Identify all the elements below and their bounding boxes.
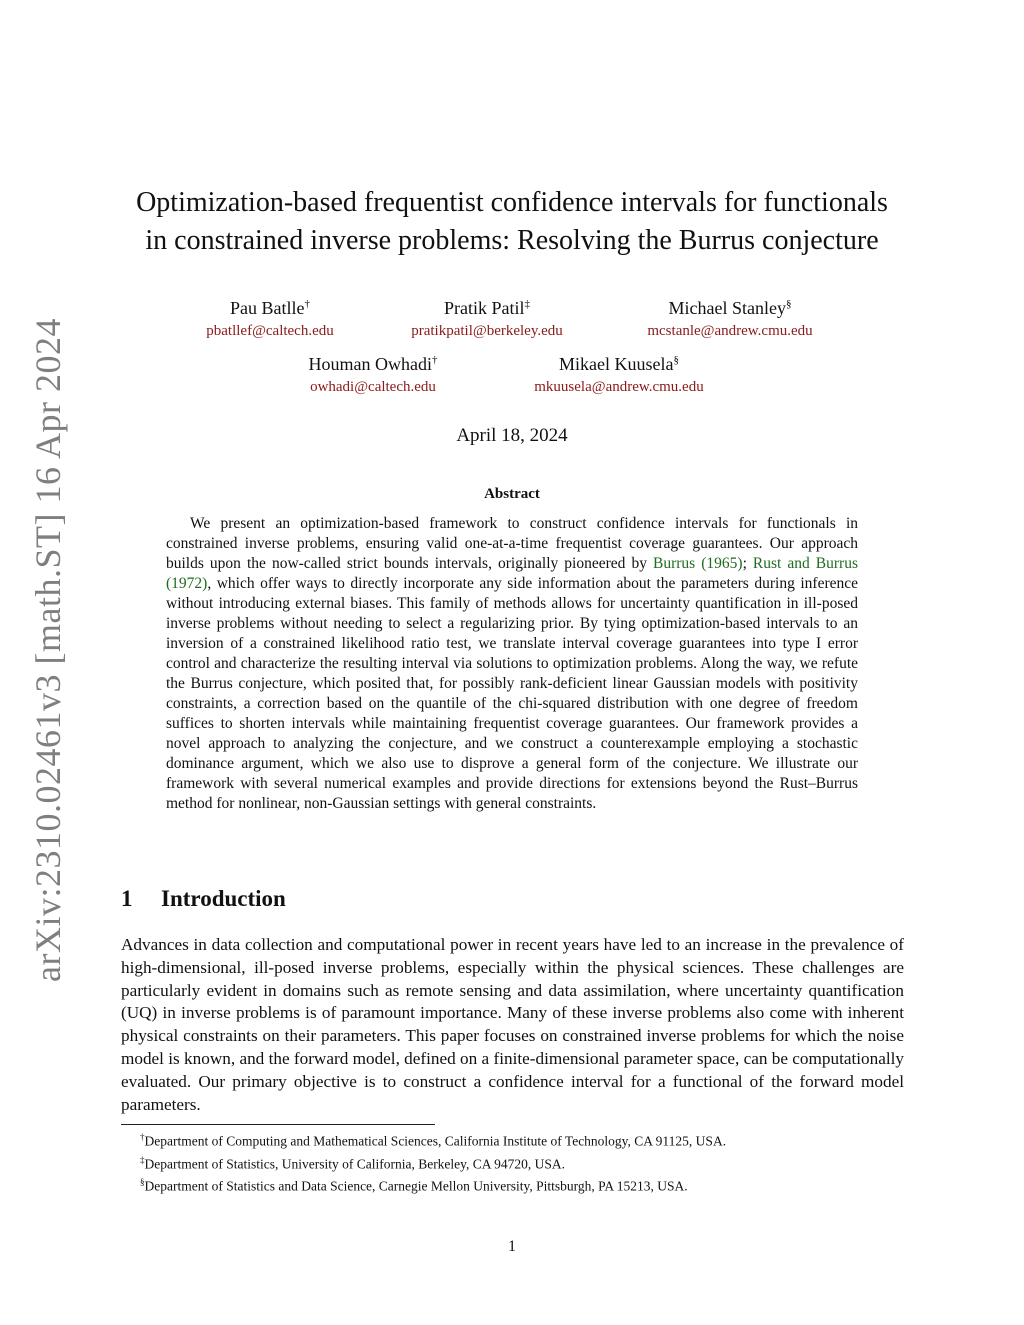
page-number: 1	[508, 1238, 516, 1255]
author-email[interactable]: mkuusela@andrew.cmu.edu	[534, 379, 704, 395]
author-name: Michael Stanley§	[668, 298, 792, 318]
author-name: Pau Batlle†	[230, 298, 310, 318]
section-title: Introduction	[161, 886, 286, 911]
footnote-divider	[121, 1124, 435, 1125]
author-email[interactable]: mcstanle@andrew.cmu.edu	[647, 323, 813, 339]
abstract-text: We present an optimization-based framework to construct confidence intervals for functionals in constrained inverse problems, ensuring valid one-at-a-time frequentist coverage guarantees. Our approach builds upon the now-called strict bounds intervals, originally pioneered by Burrus (1965); Rust and Burrus (1972), which offer ways to directly incorporate any side information about the parameters during inference without introducing external biases. This family of methods allows for uncertainty quantification in ill-posed inverse problems without needing to select a regularizing prior. By tying optimization-based intervals to an inversion of a constrained likelihood ratio test, we translate interval coverage guarantees into type I error control and characterize the resulting interval via solutions to optimization problems. Along the way, we refute the Burrus conjecture, which posited that, for possibly rank-deficient linear Gaussian models with positivity constraints, a correction based on the quantile of the chi-squared distribution with one degree of freedom suffices to shorten intervals while maintaining frequentist coverage guarantees. Our framework provides a novel approach to analyzing the conjecture, and we construct a counterexample employing a stochastic dominance argument, which we also use to disprove a general form of the conjecture. We illustrate our framework with several numerical examples and provide directions for extensions beyond the Rust–Burrus method for nonlinear, non-Gaussian settings with general constraints.	[166, 515, 859, 812]
author-email[interactable]: owhadi@caltech.edu	[310, 379, 436, 395]
paper-title	[100, 184, 924, 260]
section-heading	[121, 886, 286, 912]
author-name: Mikael Kuusela§	[559, 354, 679, 374]
footnotes	[140, 1128, 900, 1196]
footnote: §Department of Statistics and Data Science, Carnegie Mellon University, Pittsburgh, PA 15213, USA.	[140, 1177, 688, 1194]
citation-link[interactable]: Rust and Burrus (1972)	[166, 555, 859, 592]
citation-link[interactable]: Burrus (1965)	[653, 555, 743, 572]
title-line-1: Optimization-based frequentist confidence intervals for functionals	[136, 187, 888, 218]
title-line-2: in constrained inverse problems: Resolving the Burrus conjecture	[145, 225, 879, 256]
author-name: Pratik Patil‡	[444, 298, 530, 318]
footnote: †Department of Computing and Mathematical Sciences, California Institute of Technology, CA 91125, USA.	[140, 1132, 727, 1149]
author-email[interactable]: pbatllef@caltech.edu	[206, 323, 334, 339]
abstract-heading: Abstract	[484, 486, 540, 502]
author-name: Houman Owhadi†	[308, 354, 438, 374]
arxiv-identifier: arXiv:2310.02461v3 [math.ST] 16 Apr 2024	[28, 318, 68, 982]
publication-date: April 18, 2024	[456, 425, 568, 446]
section-number: 1	[121, 886, 133, 911]
introduction-paragraph: Advances in data collection and computational power in recent years have led to an increase in the prevalence of high-dimensional, ill-posed inverse problems, especially within the physical sciences. These challenges are particularly evident in domains such as remote sensing and data assimilation, where uncertainty quantification (UQ) in inverse problems is of paramount importance. Many of these inverse problems also come with inherent physical constraints on their parameters. This paper focuses on constrained inverse problems for which the noise model is known, and the forward model, defined on a finite-dimensional parameter space, can be computationally evaluated. Our primary objective is to construct a confidence interval for a functional of the forward model parameters.	[121, 935, 904, 1114]
author-block	[469, 348, 769, 398]
author-block	[580, 292, 880, 342]
author-email[interactable]: pratikpatil@berkeley.edu	[411, 323, 563, 339]
footnote: ‡Department of Statistics, University of California, Berkeley, CA 94720, USA.	[140, 1154, 566, 1171]
